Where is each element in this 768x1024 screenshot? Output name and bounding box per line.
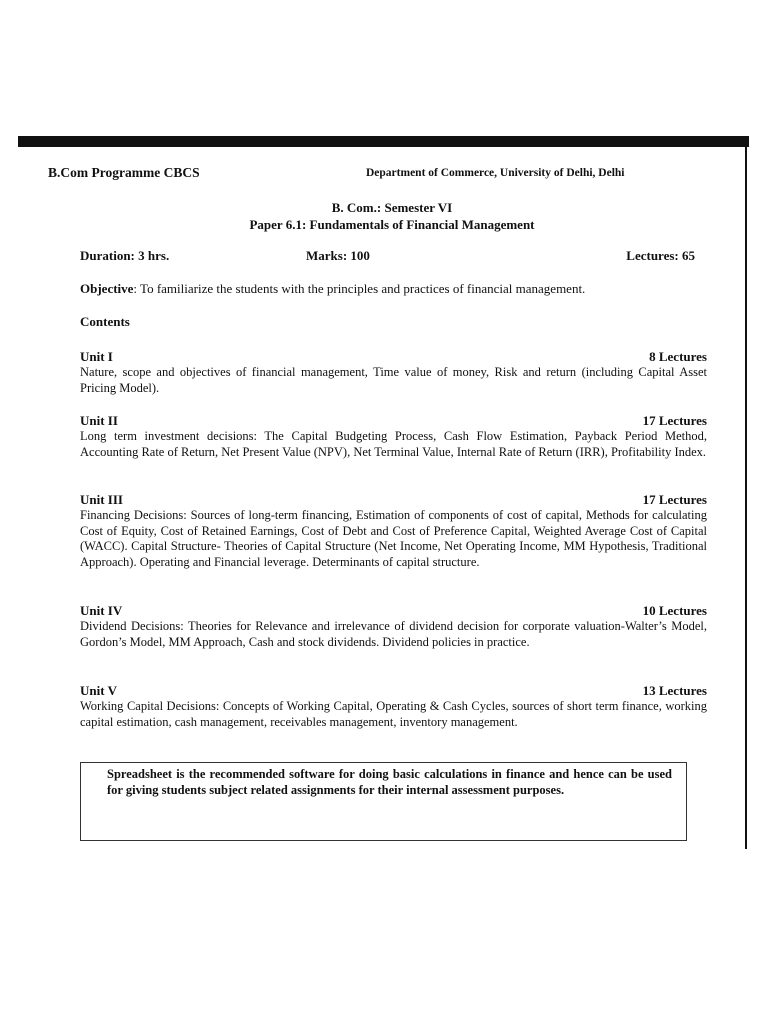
- unit-description: Working Capital Decisions: Concepts of Working Capital, Operating & Cash Cycles, sources of short term finance, working capital estimation, cash management, receivables management, inventory management.: [80, 698, 707, 729]
- semester-title: B. Com.: Semester VI: [331, 200, 453, 215]
- unit-section: [80, 683, 707, 730]
- unit-header: [80, 683, 707, 699]
- unit-title: Unit III: [80, 492, 123, 507]
- unit-lectures: 10 Lectures: [642, 603, 707, 618]
- unit-lectures: 13 Lectures: [642, 683, 707, 698]
- duration-label: Duration: 3 hrs.: [80, 248, 170, 263]
- objective-text: : To familiarize the students with the principles and practices of financial management.: [133, 281, 586, 296]
- spreadsheet-note-box: [80, 762, 687, 841]
- unit-section: [80, 349, 707, 396]
- unit-lectures: 8 Lectures: [649, 349, 707, 364]
- unit-lectures: 17 Lectures: [642, 492, 707, 507]
- programme-label: B.Com Programme CBCS: [48, 165, 200, 180]
- unit-header: [80, 349, 707, 365]
- contents-heading: Contents: [80, 314, 130, 329]
- unit-header: [80, 413, 707, 429]
- unit-description: Long term investment decisions: The Capital Budgeting Process, Cash Flow Estimation, Payback Period Method, Accounting Rate of Return, Net Present Value (NPV), Net Terminal Value, Internal Rate of Return (IRR), Profitability Index.: [80, 428, 707, 459]
- paper-title: Paper 6.1: Fundamentals of Financial Management: [249, 217, 535, 232]
- unit-section: [80, 492, 707, 571]
- unit-title: Unit V: [80, 683, 117, 698]
- unit-header: [80, 603, 707, 619]
- total-lectures-label: Lectures: 65: [626, 248, 695, 263]
- unit-title: Unit IV: [80, 603, 123, 618]
- unit-section: [80, 603, 707, 650]
- unit-description: Financing Decisions: Sources of long-term financing, Estimation of components of cost of capital, Methods for calculating Cost of Equity, Cost of Retained Earnings, Cost of Debt and Cost of Preference Capital, Weighted Average Cost of Capital (WACC). Capital Structure- Theories of Capital Structure (Net Income, Net Operating Income, MM Hypothesis, Traditional Approach). Operating and Financial leverage. Determinants of capital structure.: [80, 507, 707, 570]
- unit-lectures: 17 Lectures: [642, 413, 707, 428]
- unit-section: [80, 413, 707, 460]
- spreadsheet-note-text: Spreadsheet is the recommended software for doing basic calculations in finance and hence can be used for giving students subject related assignments for their internal assessment purposes.: [107, 767, 672, 797]
- objective-paragraph: [80, 281, 585, 297]
- unit-title: Unit II: [80, 413, 118, 428]
- unit-description: Nature, scope and objectives of financial management, Time value of money, Risk and return (including Capital Asset Pricing Model).: [80, 364, 707, 395]
- marks-label: Marks: 100: [306, 248, 370, 263]
- department-label: Department of Commerce, University of Delhi, Delhi: [366, 167, 625, 179]
- objective-label: Objective: [80, 281, 134, 296]
- unit-title: Unit I: [80, 349, 113, 364]
- unit-description: Dividend Decisions: Theories for Relevance and irrelevance of dividend decision for corporate valuation-Walter’s Model, Gordon’s Model, MM Approach, Cash and stock dividends. Dividend policies in practice.: [80, 618, 707, 649]
- unit-header: [80, 492, 707, 508]
- right-border-line: [745, 147, 747, 849]
- top-border-bar: [18, 136, 749, 147]
